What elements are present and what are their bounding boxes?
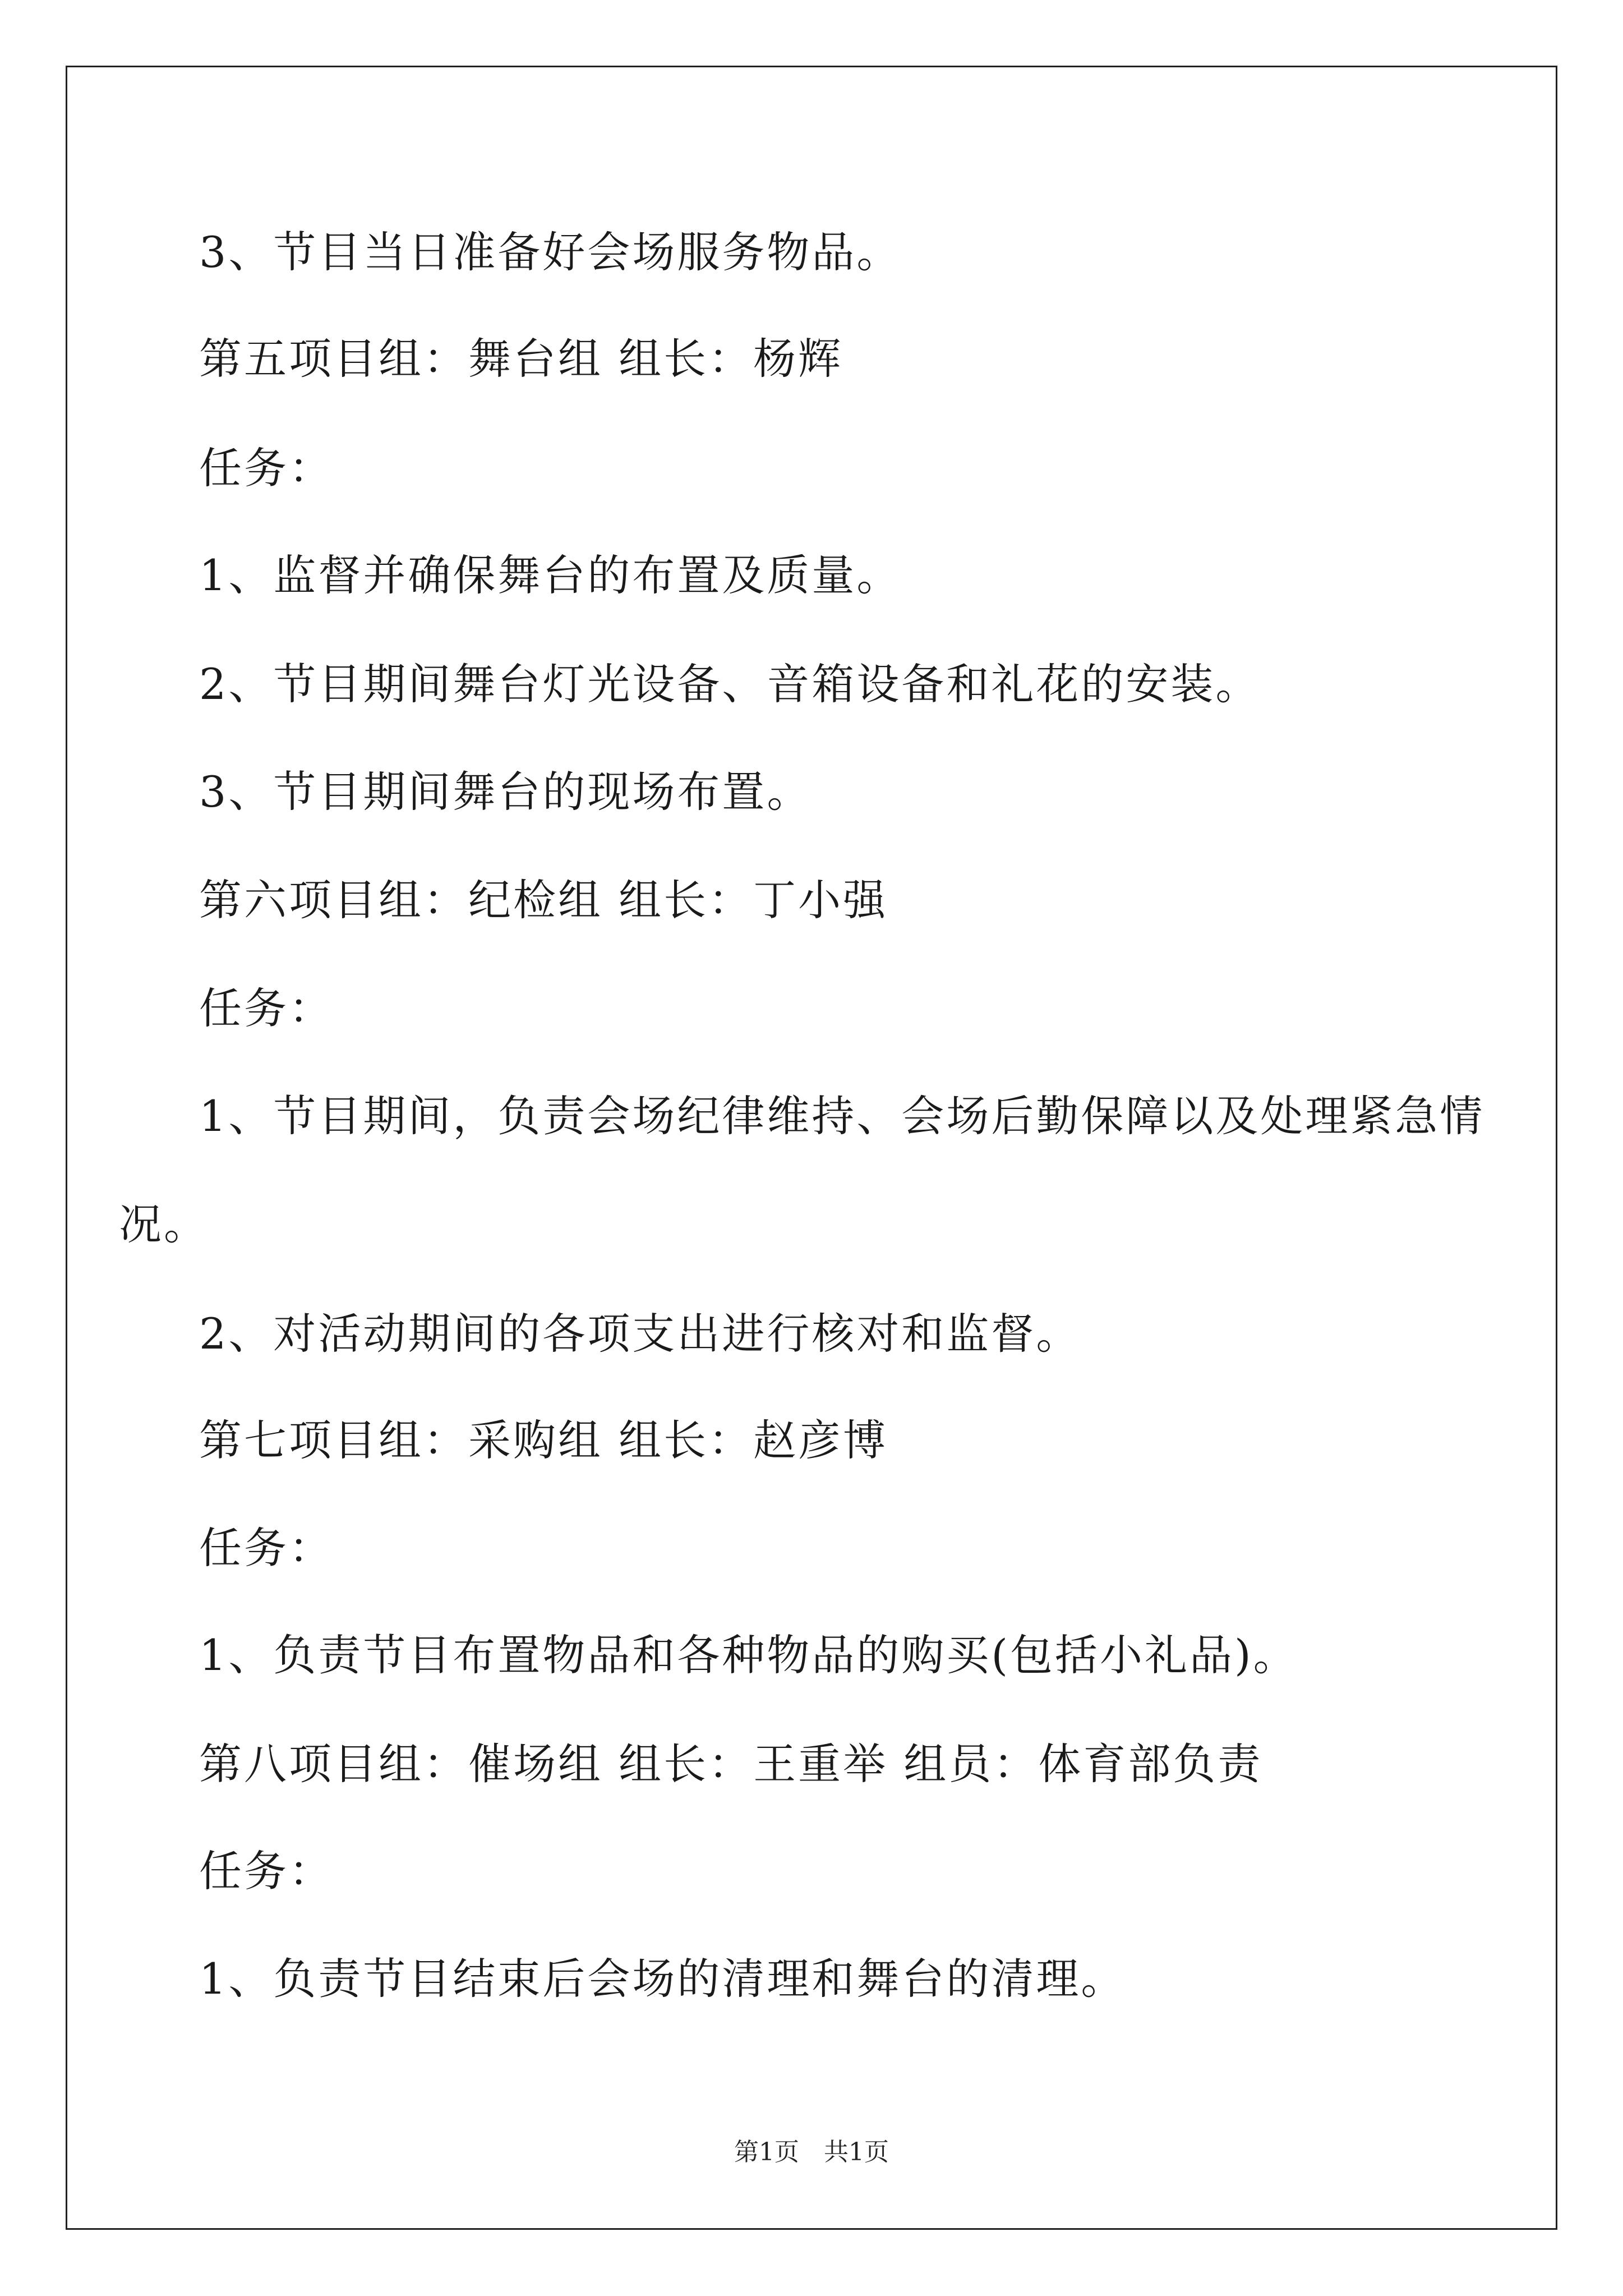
- section-heading: 第八项目组：催场组 组长：王重举 组员：体育部负责: [199, 1739, 1263, 1789]
- paragraph: 1、负责节目结束后会场的清理和舞台的清理。: [199, 1954, 1126, 2004]
- section-heading: 第六项目组：纪检组 组长：丁小强: [199, 875, 888, 925]
- page-footer: 第1页 共1页: [734, 2138, 889, 2166]
- task-label: 任务：: [199, 443, 334, 493]
- task-label: 任务：: [199, 983, 334, 1033]
- paragraph: 1、节目期间，负责会场纪律维持、会场后勤保障以及处理紧急情: [199, 1091, 1485, 1141]
- paragraph: 2、对活动期间的各项支出进行核对和监督。: [199, 1309, 1081, 1359]
- section-heading: 第七项目组：采购组 组长：赵彦博: [199, 1415, 888, 1465]
- page-border: [66, 66, 1557, 2230]
- section-heading: 第五项目组：舞台组 组长：杨辉: [199, 334, 843, 384]
- paragraph-continuation: 况。: [119, 1199, 209, 1249]
- paragraph: 2、节目期间舞台灯光设备、音箱设备和礼花的安装。: [199, 659, 1261, 709]
- paragraph: 3、节目当日准备好会场服务物品。: [199, 227, 902, 277]
- task-label: 任务：: [199, 1523, 334, 1573]
- paragraph: 1、负责节目布置物品和各种物品的购买(包括小礼品)。: [199, 1630, 1298, 1680]
- paragraph: 3、节目期间舞台的现场布置。: [199, 767, 812, 817]
- task-label: 任务：: [199, 1846, 334, 1896]
- paragraph: 1、监督并确保舞台的布置及质量。: [199, 550, 902, 600]
